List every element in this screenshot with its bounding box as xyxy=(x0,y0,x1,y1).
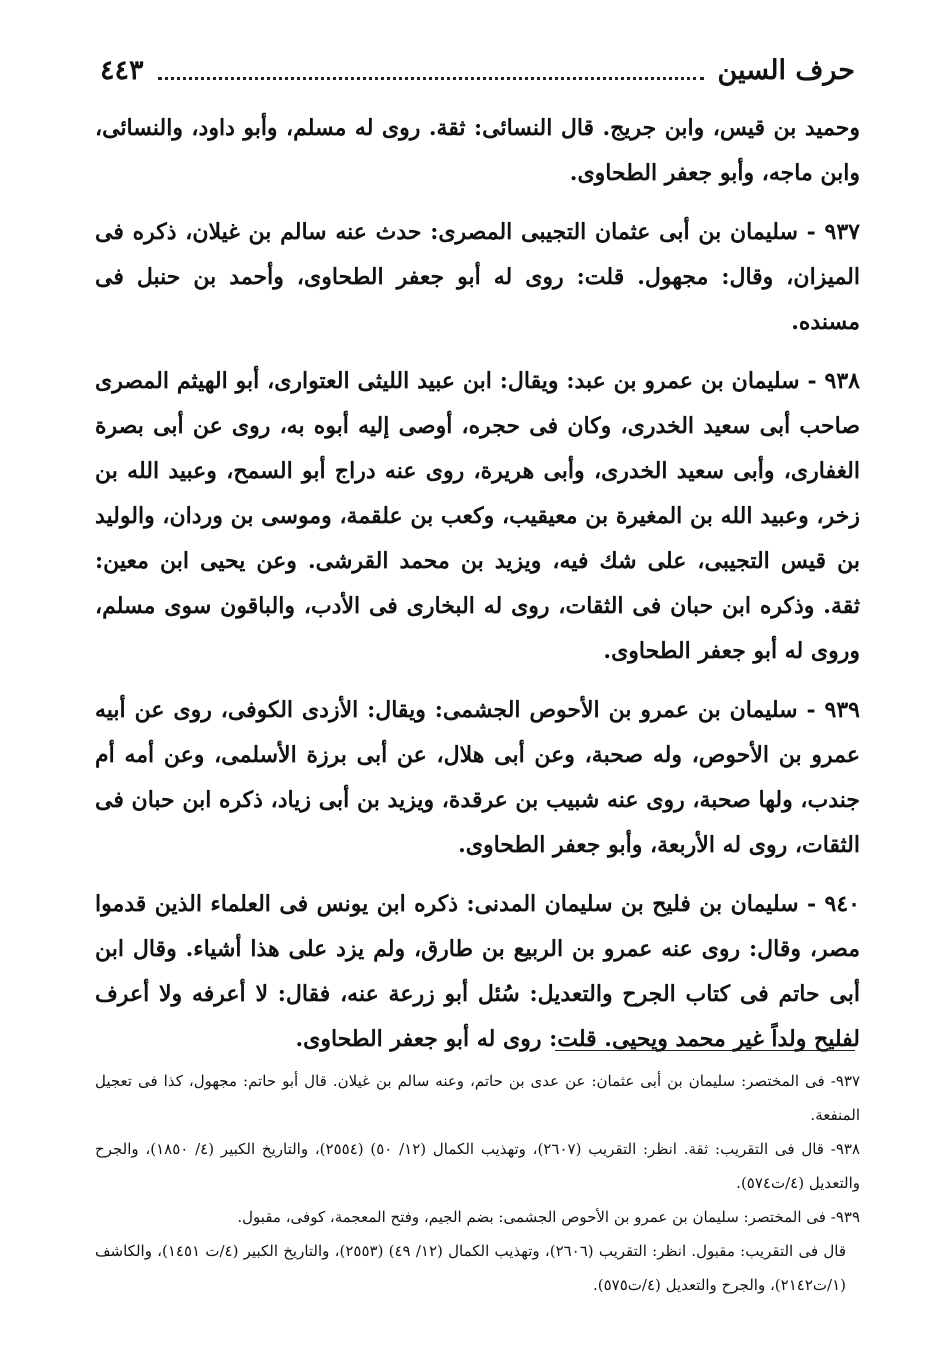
entry-number: ٩٣٨ - xyxy=(807,368,860,394)
footnotes xyxy=(95,1064,860,1302)
entry-number: ٩٤٠ - xyxy=(806,891,860,917)
entry-text: سليمان بن عمرو بن الأحوص الجشمى: ويقال: الأزدى الكوفى، روى عن أبيه عمرو بن الأحوص، وله صحبة، وعن أبى هلال، عن أبى برزة الأسلمى، وعن أمه أم جندب، ولها صحبة، روى عنه شبيب بن عرقدة، ويزيد بن أبى زياد، ذكره ابن حبان فى الثقات، روى له الأربعة، وأبو جعفر الطحاوى. xyxy=(95,697,860,858)
running-header xyxy=(100,50,855,90)
footnote-text: قال فى التقريب: ثقة. انظر: التقريب (٢٦٠٧)، وتهذيب الكمال (١٢/ ٥٠) (٢٥٥٤)، والتاريخ الكبير (٤/ ١٨٥٠)، والجرح والتعديل (٤/ت٥٧٤). xyxy=(95,1140,860,1192)
footnote-text: فى المختصر: سليمان بن أبى عثمان: عن عدى بن حاتم، وعنه سالم بن غيلان. قال أبو حاتم: مجهول، كذا فى تعجيل المنفعة. xyxy=(95,1072,860,1124)
footnote-939 xyxy=(95,1200,860,1234)
entry-939 xyxy=(95,688,860,868)
footnote-937 xyxy=(95,1064,860,1132)
page-number: ٤٤٣ xyxy=(100,54,144,86)
dot-leader xyxy=(158,77,704,80)
entry-text: سليمان بن فليح بن سليمان المدنى: ذكره ابن يونس فى العلماء الذين قدموا مصر، وقال: روى عنه عمرو بن الربيع بن طارق، ولم يزد على هذا أشياء. وقال ابن أبى حاتم فى كتاب الجرح والتعديل: سُئل أبو زرعة عنه، فقال: لا أعرفه ولا أعرف لفليح ولداً غير محمد ويحيى. قلت: روى له أبو جعفر الطحاوى. xyxy=(95,891,860,1052)
footnote-divider xyxy=(555,1050,855,1051)
entry-number: ٩٣٩ - xyxy=(806,697,860,723)
footnote-939-continuation: قال فى التقريب: مقبول. انظر: التقريب (٢٦٠٦)، وتهذيب الكمال (١٢/ ٤٩) (٢٥٥٣)، والتاريخ الكبير (٤/ت ١٤٥١)، والكاشف (١/ت٢١٤٢)، والجرح والتعديل (٤/ت٥٧٥). xyxy=(95,1242,846,1294)
entry-text: سليمان بن أبى عثمان التجيبى المصرى: حدث عنه سالم بن غيلان، ذكره فى الميزان، وقال: مجهول. قلت: روى له أبو جعفر الطحاوى، وأحمد بن حنبل فى مسنده. xyxy=(95,219,860,335)
continuation-paragraph: وحميد بن قيس، وابن جريج. قال النسائى: ثقة. روى له مسلم، وأبو داود، والنسائى، وابن ماجه، وأبو جعفر الطحاوى. xyxy=(95,115,860,186)
footnote-text: فى المختصر: سليمان بن عمرو بن الأحوص الجشمى: بضم الجيم، وفتح المعجمة، كوفى، مقبول. xyxy=(237,1208,826,1226)
footnote-938 xyxy=(95,1132,860,1200)
footnote-number: ٩٣٧- xyxy=(830,1072,860,1090)
footnote-number: ٩٣٩- xyxy=(830,1208,860,1226)
entry-number: ٩٣٧ - xyxy=(806,219,860,245)
entry-937 xyxy=(95,210,860,345)
main-text xyxy=(95,106,860,1062)
entry-940 xyxy=(95,882,860,1062)
footnote-number: ٩٣٨- xyxy=(830,1140,860,1158)
entry-938 xyxy=(95,359,860,674)
entry-text: سليمان بن عمرو بن عبد: ويقال: ابن عبيد الليثى العتوارى، أبو الهيثم المصرى صاحب أبى سعيد الخدرى، وكان فى حجره، أوصى إليه أبوه به، روى عن أبى بصرة الغفارى، وأبى سعيد الخدرى، وأبى هريرة، روى عنه دراج أبو السمح، وعبيد الله بن زخر، وعبيد الله بن المغيرة بن معيقيب، وكعب بن علقمة، وموسى بن وردان، والوليد بن قيس التجيبى، على شك فيه، ويزيد بن محمد القرشى. وعن يحيى ابن معين: ثقة. وذكره ابن حبان فى الثقات، روى له البخارى فى الأدب، والباقون سوى مسلم، وروى له أبو جعفر الطحاوى. xyxy=(95,368,860,664)
chapter-title: حرف السين xyxy=(717,54,855,86)
